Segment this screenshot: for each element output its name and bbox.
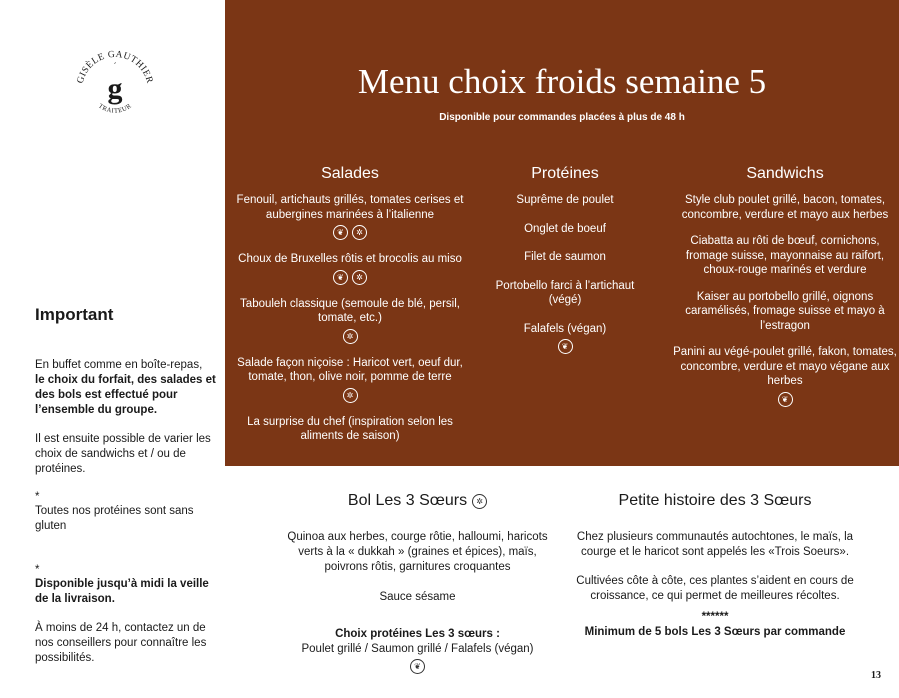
histoire-stars: ****** [701,611,729,623]
bol-title-row [280,492,555,510]
bol-sauce: Sauce sésame [379,591,456,603]
svg-text:g: g [107,72,123,105]
menu-subtitle: Disponible pour commandes placées à plus de 48 h [439,112,685,123]
sidebar-star-2: * [35,564,40,576]
svg-text:TRAITEUR: TRAITEUR [97,102,133,115]
proteine-item: Filet de saumon [524,251,606,263]
histoire-minimum: Minimum de 5 bols Les 3 Sœurs par commande [584,626,846,638]
important-title: Important [35,305,114,324]
dietary-icons [230,329,470,344]
sandwich-item: Kaiser au portobello grillé, oignons caramélisés, fromage suisse et mayo à l’estragon [685,290,885,332]
dietary-icons [230,225,470,240]
proteine-item: Onglet de boeuf [524,222,606,235]
proteine-item: Portobello farci à l’artichaut (végé) [495,279,635,306]
sidebar-paragraph-3: Toutes nos protéines sont sans gluten [35,505,194,532]
salade-item: Salade façon niçoise : Haricot vert, oeuf dur, tomate, thon, olive noir, pomme de terre [237,356,463,383]
salade-item: Tabouleh classique (semoule de blé, persil, tomate, etc.) [240,297,460,324]
proteine-item: Suprême de poulet [516,194,614,206]
histoire-paragraph-2: Cultivées côte à côte, ces plantes s’aident en cours de croissance, ce qui permet de meilleures récoltes. [576,575,854,602]
brand-logo [72,40,158,126]
salade-item: Choux de Bruxelles rôtis et brocolis au miso [238,253,462,265]
vegetarian-leaf-icon: ❦ [333,270,348,285]
salades-title: Salades [321,165,379,182]
sidebar-paragraph-2: Il est ensuite possible de varier les choix de sandwichs et / ou de protéines. [35,433,211,475]
svg-text:GISÈLE GAUTHIER: GISÈLE GAUTHIER [75,49,155,85]
sidebar-paragraph-4: Disponible jusqu’à midi la veille de la livraison. [35,578,209,605]
sidebar [0,0,225,698]
bol-section [280,492,555,674]
histoire-title: Petite histoire des 3 Sœurs [618,492,812,509]
vegan-leaf-icon: ❦ [558,339,573,354]
sandwich-item: Panini au végé-poulet grillé, fakon, tomates, concombre, verdure et mayo végane aux herbes [673,346,897,387]
sandwichs-column [670,165,899,407]
vegan-leaf-icon: ❦ [778,392,793,407]
svg-text:´: ´ [113,61,117,71]
dietary-icons [230,270,470,285]
dietary-icons [670,392,899,407]
bol-description: Quinoa aux herbes, courge rôtie, halloumi, haricots verts à la « dukkah » (graines et épices), maïs, poivrons rôtis, garnitures croquantes [287,531,548,573]
wheat-icon: ✲ [343,329,358,344]
sandwichs-title: Sandwichs [746,165,824,182]
proteine-item: Falafels (végan) [523,322,607,335]
sandwich-item: Style club poulet grillé, bacon, tomates, concombre, verdure et mayo aux herbes [681,194,889,221]
proteines-column [485,165,645,354]
wheat-icon: ✲ [343,388,358,403]
menu-title: Menu choix froids semaine 5 [357,62,767,101]
histoire-paragraph-1: Chez plusieurs communautés autochtones, le maïs, la courge et le haricot sont appelés les «Trois Soeurs». [576,531,854,558]
dietary-icons [230,388,470,403]
wheat-icon: ✲ [352,225,367,240]
salade-item: Fenouil, artichauts grillés, tomates cerises et aubergines marinées à l’italienne [236,194,464,221]
sidebar-star-1: * [35,491,40,503]
vegan-leaf-icon: ❦ [410,659,425,674]
proteines-title: Protéines [531,165,599,182]
bol-choice-title: Choix protéines Les 3 sœurs : [335,628,500,640]
wheat-icon: ✲ [352,270,367,285]
salade-item: La surprise du chef (inspiration selon les aliments de saison) [247,415,453,442]
histoire-section [575,492,855,640]
sidebar-paragraph-5: À moins de 24 h, contactez un de nos conseillers pour connaître les possibilités. [35,622,207,664]
bol-title: Bol Les 3 Sœurs [347,492,468,509]
sandwich-item: Ciabatta au rôti de bœuf, cornichons, fromage suisse, mayonnaise au raifort, choux-rouge marinés et verdure [685,235,885,276]
wheat-icon: ✲ [472,494,487,509]
bol-choice-list: Poulet grillé / Saumon grillé / Falafels (végan) [301,643,534,655]
sidebar-paragraph-1: En buffet comme en boîte-repas, le choix du forfait, des salades et des bols est effectué pour l’ensemble du groupe. [35,359,216,416]
menu-panel [225,0,899,466]
salades-column [230,165,470,444]
page-number: 13 [871,670,881,681]
vegetarian-leaf-icon: ❦ [333,225,348,240]
dietary-icons [280,659,555,674]
dietary-icons [485,339,645,354]
